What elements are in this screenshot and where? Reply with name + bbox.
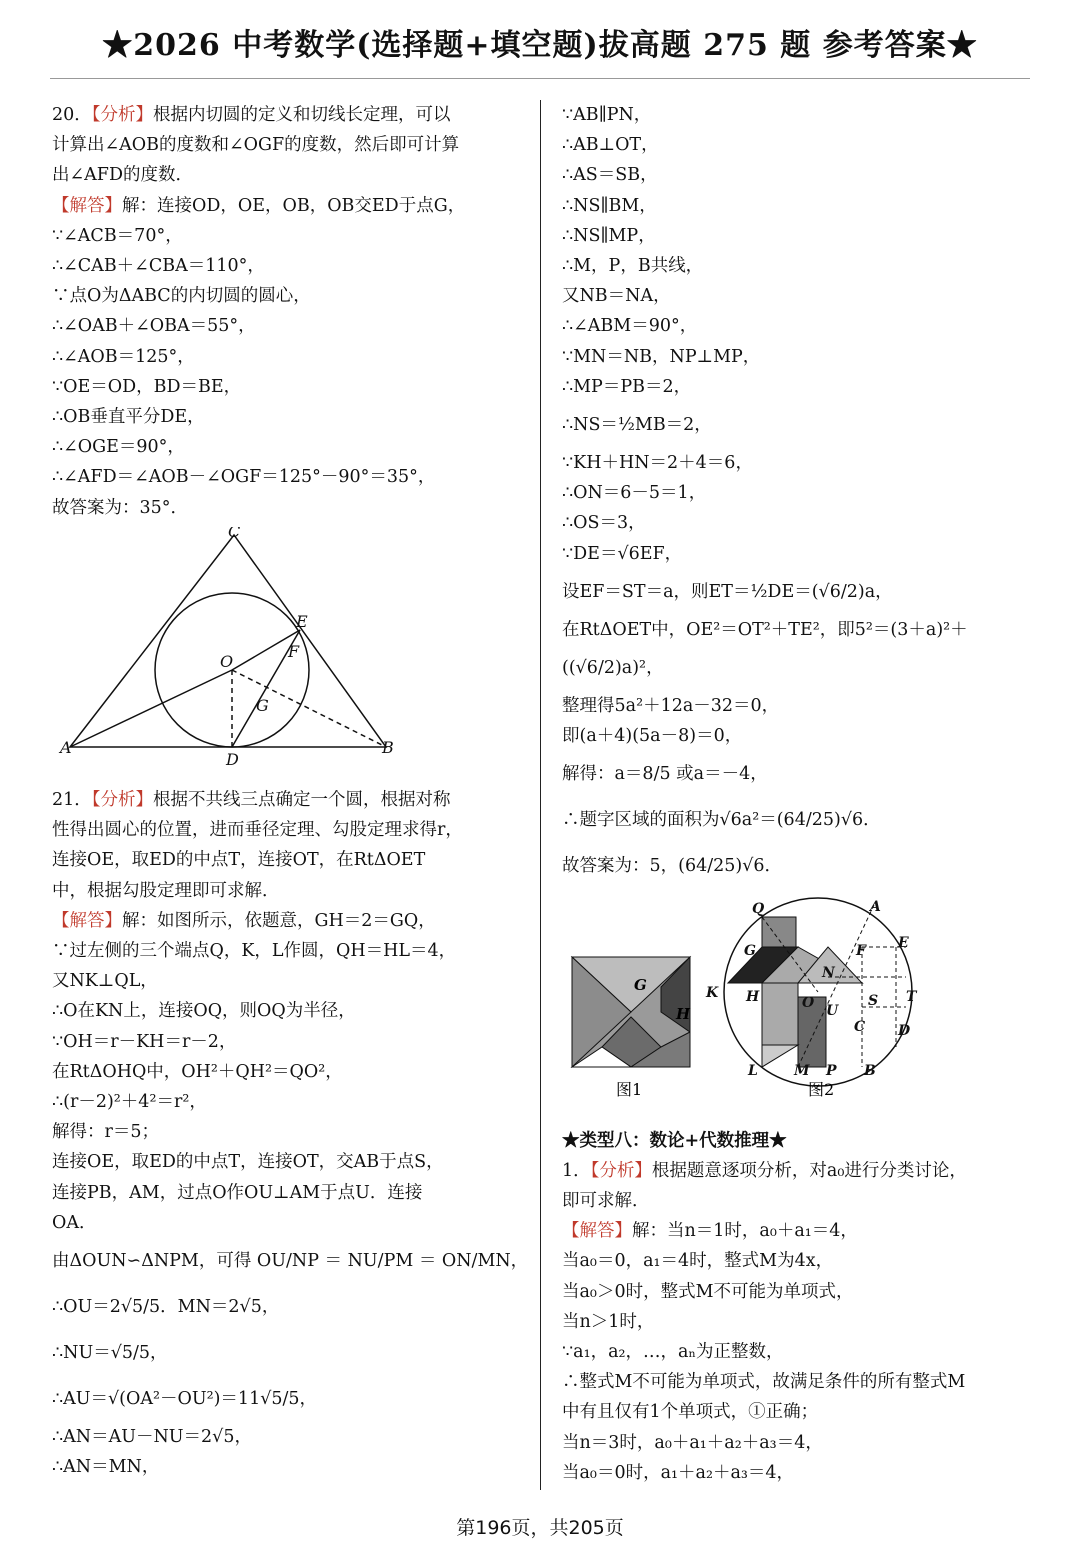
text-line: 又NB＝NA，: [562, 286, 671, 307]
text-line: 出∠AFD的度数．: [52, 165, 193, 186]
text-line: 在RtΔOHQ中，OH²＋QH²＝QO²，: [52, 1061, 343, 1082]
fig2-label: U: [826, 1003, 839, 1020]
fig2-label: C: [854, 1019, 866, 1036]
text-line: 在RtΔOET中，OE²＝OT²＋TE²，即5²＝(3＋a)²＋: [562, 619, 968, 640]
fig2-label: K: [706, 985, 719, 1002]
fig2-label: M: [794, 1063, 810, 1080]
text-line: OA．: [52, 1212, 97, 1233]
fig2-caption: 图2: [808, 1080, 835, 1100]
text-line: ∴AN＝MN，: [52, 1457, 160, 1478]
label-O: O: [220, 651, 234, 671]
text-line: 由ΔOUN∽ΔNPM，可得 OU/NP ＝ NU/PM ＝ ON/MN，: [52, 1251, 529, 1272]
text-line: 中有且仅有1个单项式，①正确；: [562, 1402, 819, 1423]
fig2-label: H: [746, 989, 760, 1006]
fig2-label: B: [864, 1063, 876, 1080]
text-line: ∴(r－2)²＋4²＝r²，: [52, 1092, 207, 1113]
text-line: ∵MN＝NB，NP⊥MP，: [562, 346, 761, 367]
fig2-label: P: [826, 1063, 837, 1080]
label-B: B: [382, 737, 394, 757]
text-line: 计算出∠AOB的度数和∠OGF的度数，然后即可计算: [52, 135, 460, 156]
right-column: [562, 100, 1032, 1488]
incircle-triangle-figure: [56, 527, 406, 767]
text-line: 解得：r＝5；: [52, 1122, 159, 1143]
text-line: ∴AN＝AU－NU＝2√5，: [52, 1427, 252, 1448]
page-footer: 第196页，共205页: [456, 1517, 624, 1539]
left-column: [52, 100, 529, 1483]
text-line: ∵a₁，a₂，…，aₙ为正整数，: [562, 1342, 784, 1363]
text-line: ∵DE＝√6EF，: [562, 543, 683, 564]
text-line: ∴∠OAB＋∠OBA＝55°，: [52, 316, 256, 337]
page-header: [0, 0, 1080, 80]
section-heading: ★类型八：数论+代数推理★: [562, 1130, 787, 1151]
text-line: ∴AB⊥OT，: [562, 135, 659, 156]
text-line: 整理得5a²＋12a－32＝0，: [562, 696, 780, 717]
fig2-label: Q: [752, 901, 765, 918]
text-line: ∵∠ACB＝70°，: [52, 225, 183, 246]
text-line: ∴OU＝2√5/5．MN＝2√5，: [52, 1297, 280, 1318]
figure-1: [572, 957, 691, 1099]
label-A: A: [60, 737, 72, 757]
label-G: G: [256, 695, 269, 715]
text-line: ∴NS＝½MB＝2，: [562, 415, 712, 436]
fig2-label: T: [906, 989, 917, 1006]
text-line: ∴∠OGE＝90°，: [52, 437, 185, 458]
fig2-label: A: [870, 899, 881, 916]
text-line: ∵过左侧的三个端点Q，K，L作圆，QH＝HL＝4，: [52, 941, 457, 962]
text-line: ∴∠CAB＋∠CBA＝110°，: [52, 256, 265, 277]
q21-solution: [52, 785, 529, 1482]
label-F: F: [288, 641, 300, 661]
text-line: 【解答】解：当n＝1时，a₀＋a₁＝4，: [562, 1221, 858, 1242]
text-line: 解得：a＝8/5 或a＝－4，: [562, 764, 768, 785]
fig2-label: S: [868, 993, 879, 1010]
text-line: ∴M，P，B共线，: [562, 256, 704, 277]
header-rule: [50, 78, 1030, 79]
text-line: 当n＝3时，a₀＋a₁＋a₂＋a₃＝4，: [562, 1432, 823, 1453]
text-line: 当a₀＝0时，a₁＋a₂＋a₃＝4，: [562, 1462, 795, 1483]
text-line: ∴OB垂直平分DE，: [52, 407, 205, 428]
text-line: 【解答】解：如图所示，依题意，GH＝2＝GQ，: [52, 910, 436, 931]
text-line: 设EF＝ST＝a，则ET＝½DE＝(√6/2)a，: [562, 581, 893, 602]
label-D: D: [226, 749, 239, 767]
text-line: 1．【分析】根据题意逐项分析，对a₀进行分类讨论，: [562, 1160, 967, 1181]
text-line: 性得出圆心的位置，进而垂径定理、勾股定理求得r，: [52, 820, 463, 841]
text-line: 故答案为：35°．: [52, 497, 189, 518]
fig2-label: F: [856, 943, 866, 960]
text-line: 21．【分析】根据不共线三点确定一个圆，根据对称: [52, 790, 451, 811]
text-line: 中，根据勾股定理即可求解．: [52, 880, 280, 901]
tangram-figures: [566, 897, 926, 1107]
q20-solution: [52, 100, 522, 523]
text-line: ((√6/2)a)²，: [562, 658, 664, 679]
fig2-label: G: [744, 943, 756, 960]
text-line: 即(a＋4)(5a－8)＝0，: [562, 726, 743, 747]
label-C: C: [228, 526, 241, 541]
text-line: ∴OS＝3，: [562, 513, 646, 534]
figure-2: [705, 898, 918, 1099]
text-line: ∴∠AOB＝125°，: [52, 346, 195, 367]
q21-solution-continued: [562, 100, 1032, 889]
text-line: ∵点O为ΔABC的内切圆的圆心，: [52, 286, 311, 307]
text-line: ∴ON＝6－5＝1，: [562, 483, 707, 504]
text-line: ∴MP＝PB＝2，: [562, 376, 692, 397]
text-line: ∵AB∥PN，: [562, 105, 652, 125]
text-line: 当a₀＝0，a₁＝4时，整式M为4x，: [562, 1251, 834, 1272]
text-line: 故答案为：5，(64/25)√6．: [562, 856, 783, 877]
text-line: ∴AU＝√(OA²－OU²)＝11√5/5，: [52, 1389, 318, 1410]
fig2-label: L: [748, 1063, 758, 1080]
text-line: ∴NU＝√5/5，: [52, 1343, 168, 1364]
text-line: ∴AS＝SB，: [562, 165, 658, 186]
text-line: ∴NS∥MP，: [562, 225, 656, 246]
text-line: 连接OE，取ED的中点T，连接OT，交AB于点S，: [52, 1152, 444, 1173]
text-line: 又NK⊥QL，: [52, 971, 158, 992]
fig2-label: E: [898, 935, 909, 952]
text-line: ∴NS∥BM，: [562, 195, 657, 216]
fig1-caption: 图1: [616, 1080, 643, 1100]
fig1-label: H: [676, 1005, 691, 1024]
fig1-label: G: [634, 976, 647, 995]
text-line: ∴∠AFD＝∠AOB－∠OGF＝125°－90°＝35°，: [52, 467, 436, 488]
text-line: 【解答】解：连接OD，OE，OB，OB交ED于点G，: [52, 195, 466, 216]
page-title: ★2026 中考数学(选择题+填空题)拔高题 275 题 参考答案★: [102, 28, 978, 63]
fig2-label: D: [898, 1023, 911, 1040]
text-line: ∴∠ABM＝90°，: [562, 316, 698, 337]
fig2-label: N: [822, 965, 835, 982]
column-divider: [540, 100, 541, 1490]
text-line: 连接OE，取ED的中点T，连接OT，在RtΔOET: [52, 850, 426, 871]
text-line: 即可求解．: [562, 1191, 650, 1212]
text-line: 20．【分析】根据内切圆的定义和切线长定理，可以: [52, 105, 451, 125]
text-line: 连接PB，AM，过点O作OU⊥AM于点U．连接: [52, 1182, 423, 1203]
text-line: 当a₀＞0时，整式M不可能为单项式，: [562, 1281, 854, 1302]
text-line: 当n＞1时，: [562, 1311, 655, 1332]
text-line: ∴题字区域的面积为√6a²＝(64/25)√6．: [562, 810, 881, 831]
text-line: ∴整式M不可能为单项式，故满足条件的所有整式M: [562, 1372, 966, 1393]
label-E: E: [296, 611, 308, 631]
text-line: ∴O在KN上，连接OQ，则OQ为半径，: [52, 1001, 356, 1022]
text-line: ∵OE＝OD，BD＝BE，: [52, 376, 242, 397]
q1-solution: [562, 1156, 1032, 1488]
text-line: ∵OH＝r－KH＝r－2，: [52, 1031, 237, 1052]
text-line: ∵KH＋HN＝2＋4＝6，: [562, 453, 753, 474]
fig2-label: O: [802, 995, 815, 1012]
